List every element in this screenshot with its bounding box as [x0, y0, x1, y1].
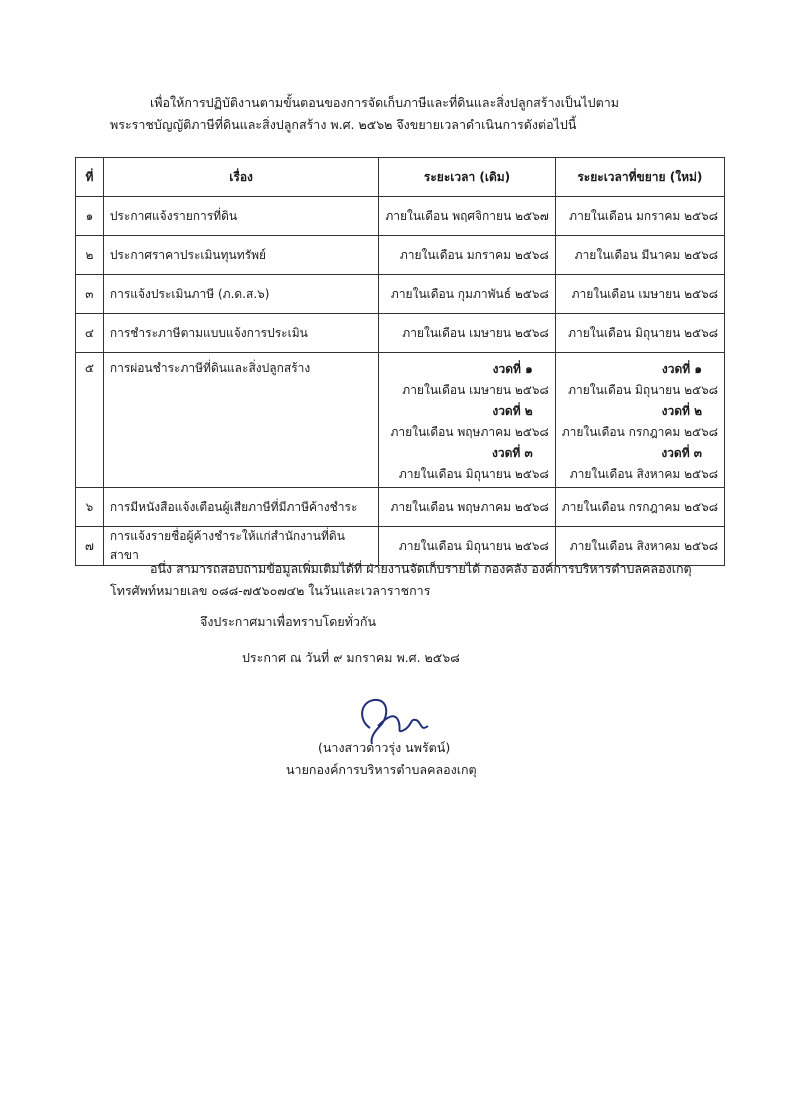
row-no: ๔ — [76, 314, 104, 353]
row-old-period: ภายในเดือน กุมภาพันธ์ ๒๕๖๘ — [379, 275, 555, 314]
intro-paragraph — [110, 92, 730, 136]
table-row — [76, 275, 725, 314]
table-row — [76, 236, 725, 275]
installment-label: งวดที่ ๓ — [661, 446, 702, 460]
row-subject: การแจ้งรายชื่อผู้ค้างชำระให้แก่สำนักงานที่ดินสาขา — [103, 527, 379, 566]
installment — [385, 443, 548, 485]
row-no: ๗ — [76, 527, 104, 566]
row-old-period: ภายในเดือน พฤษภาคม ๒๕๖๘ — [379, 488, 555, 527]
row-subject: การมีหนังสือแจ้งเตือนผู้เสียภาษีที่มีภาษีค้างชำระ — [103, 488, 379, 527]
row-old-period: ภายในเดือน พฤศจิกายน ๒๕๖๗ — [379, 197, 555, 236]
installment — [562, 401, 718, 443]
installment-label: งวดที่ ๑ — [492, 362, 533, 376]
contact-line-1: อนึ่ง สามารถสอบถามข้อมูลเพิ่มเติมได้ที่ ฝ่ายงานจัดเก็บรายได้ กองคลัง องค์การบริหารตำบลคลองเกตุ — [150, 561, 692, 576]
row-new-period: ภายในเดือน เมษายน ๒๕๖๘ — [555, 275, 724, 314]
installment-period: ภายในเดือน กรกฎาคม ๒๕๖๘ — [561, 425, 718, 439]
row-new-period: ภายในเดือน กรกฎาคม ๒๕๖๘ — [555, 488, 724, 527]
row-subject: ประกาศราคาประเมินทุนทรัพย์ — [103, 236, 379, 275]
notice-text: จึงประกาศมาเพื่อทราบโดยทั่วกัน — [200, 614, 377, 629]
signatory-name: (นางสาวดาวรุ่ง นพรัตน์) — [318, 740, 451, 755]
announcement-date: ประกาศ ณ วันที่ ๙ มกราคม พ.ศ. ๒๕๖๘ — [242, 650, 460, 665]
row-old-period: ภายในเดือน มิถุนายน ๒๕๖๘ — [379, 527, 555, 566]
installment-period: ภายในเดือน มิถุนายน ๒๕๖๘ — [568, 383, 718, 397]
row-new-period: ภายในเดือน มีนาคม ๒๕๖๘ — [555, 236, 724, 275]
row-new-period: ภายในเดือน สิงหาคม ๒๕๖๘ — [555, 527, 724, 566]
contact-paragraph — [110, 558, 730, 602]
installment-period: ภายในเดือน พฤษภาคม ๒๕๖๘ — [390, 425, 549, 439]
header-new-period: ระยะเวลาที่ขยาย (ใหม่) — [555, 158, 724, 197]
installment-label: งวดที่ ๒ — [492, 404, 533, 418]
installment — [385, 359, 548, 401]
row-old-period: ภายในเดือน เมษายน ๒๕๖๘ — [379, 314, 555, 353]
installment-period: ภายในเดือน มิถุนายน ๒๕๖๘ — [398, 467, 549, 481]
contact-line-2: โทรศัพท์หมายเลข ๐๘๘-๗๕๖๐๗๔๒ ในวันและเวลาราชการ — [110, 583, 431, 598]
schedule-table — [75, 157, 725, 566]
installment-period: ภายในเดือน เมษายน ๒๕๖๘ — [402, 383, 549, 397]
row-subject: การผ่อนชำระภาษีที่ดินและสิ่งปลูกสร้าง — [103, 353, 379, 488]
installment-label: งวดที่ ๒ — [661, 404, 702, 418]
table-row — [76, 197, 725, 236]
installment — [562, 443, 718, 485]
header-no: ที่ — [76, 158, 104, 197]
header-old-period: ระยะเวลา (เดิม) — [379, 158, 555, 197]
installment-period: ภายในเดือน สิงหาคม ๒๕๖๘ — [569, 467, 718, 481]
row-subject: ประกาศแจ้งรายการที่ดิน — [103, 197, 379, 236]
signatory-position: นายกองค์การบริหารตำบลคลองเกตุ — [286, 762, 477, 777]
installment — [385, 401, 548, 443]
table-row — [76, 488, 725, 527]
row-no: ๓ — [76, 275, 104, 314]
row-new-installments — [555, 353, 724, 488]
row-subject: การชำระภาษีตามแบบแจ้งการประเมิน — [103, 314, 379, 353]
row-new-period: ภายในเดือน มิถุนายน ๒๕๖๘ — [555, 314, 724, 353]
table-row-installments — [76, 353, 725, 488]
installment — [562, 359, 718, 401]
table-header-row — [76, 158, 725, 197]
installment-label: งวดที่ ๑ — [661, 362, 702, 376]
row-no: ๑ — [76, 197, 104, 236]
installment-label: งวดที่ ๓ — [492, 446, 533, 460]
intro-line-2: พระราชบัญญัติภาษีที่ดินและสิ่งปลูกสร้าง พ.ศ. ๒๕๖๒ จึงขยายเวลาดำเนินการดังต่อไปนี้ — [110, 117, 577, 132]
row-new-period: ภายในเดือน มกราคม ๒๕๖๘ — [555, 197, 724, 236]
row-old-installments — [379, 353, 555, 488]
row-no: ๒ — [76, 236, 104, 275]
header-subject: เรื่อง — [103, 158, 379, 197]
row-subject: การแจ้งประเมินภาษี (ภ.ด.ส.๖) — [103, 275, 379, 314]
table-row — [76, 314, 725, 353]
row-old-period: ภายในเดือน มกราคม ๒๕๖๘ — [379, 236, 555, 275]
row-no: ๖ — [76, 488, 104, 527]
row-no: ๕ — [76, 353, 104, 488]
intro-line-1: เพื่อให้การปฏิบัติงานตามขั้นตอนของการจัดเก็บภาษีและที่ดินและสิ่งปลูกสร้างเป็นไปตาม — [150, 95, 619, 110]
